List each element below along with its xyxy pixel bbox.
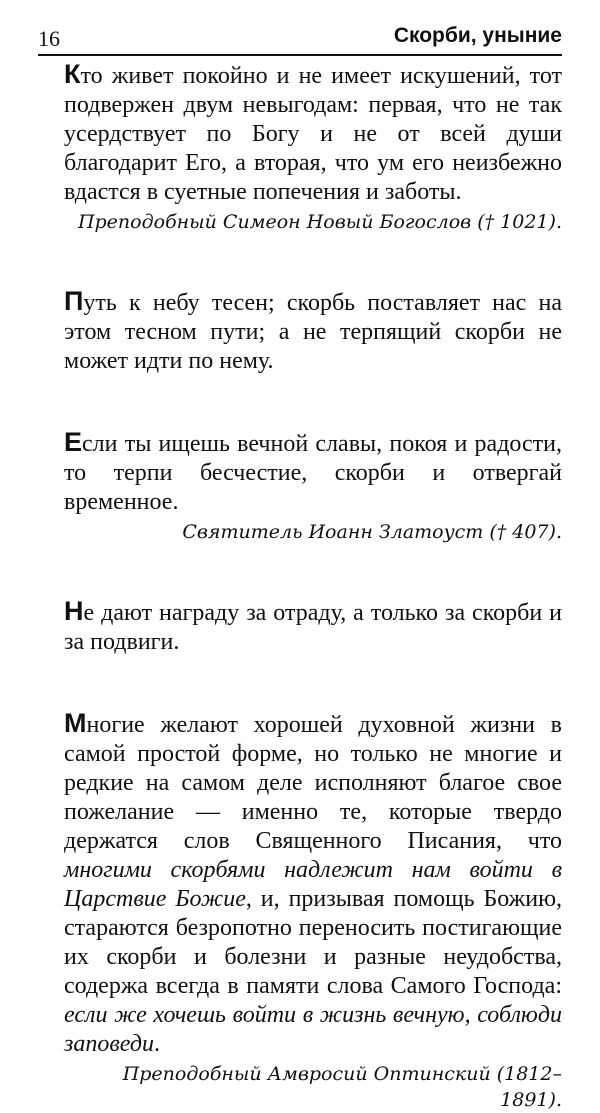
quote-text bbox=[64, 428, 562, 517]
quote-text bbox=[64, 287, 562, 376]
quote-body: ногие желают хорошей духовной жизни в самой простой форме, но только не многие и редкие на самом деле исполняют благое свое пожелание — именно те, которые твердо держатся слов Священного Писания, что bbox=[64, 712, 562, 854]
quote-attribution: Преподобный Симеон Новый Богослов († 1021). bbox=[77, 211, 562, 233]
quote-text bbox=[64, 60, 562, 207]
quote-5 bbox=[64, 709, 562, 1113]
page-number: 16 bbox=[38, 26, 60, 51]
initial-letter: М bbox=[64, 708, 87, 738]
quote-body: е дают награду за отраду, а только за скорби и за подвиги. bbox=[64, 600, 562, 655]
quote-attribution: Святитель Иоанн Златоуст († 407). bbox=[182, 521, 562, 543]
running-title: Скорби, уныние bbox=[393, 24, 562, 47]
quote-body: уть к небу тесен; скорбь поставляет нас на этом тесном пути; а не терпящий скорби не может идти по нему. bbox=[64, 290, 562, 374]
initial-letter: П bbox=[64, 286, 84, 316]
quote-3 bbox=[64, 428, 562, 545]
quote-body: , и, призывая помощь Божию, стараются безропотно переносить постигающие их скорби и болезни и разные неудобства, содержа всегда в памяти слова Самого Господа: bbox=[64, 886, 562, 999]
quote-attribution: Преподобный Амвросий Оптинский (1812–1891). bbox=[122, 1063, 562, 1111]
quote-body: то живет покойно и не имеет искушений, тот подвержен двум невыгодам: первая, что не так усердствует по Богу и не от всей души благодарит Его, а вторая, что ум его неизбежно вдастся в суетные попечения и заботы. bbox=[64, 63, 562, 205]
initial-letter: Е bbox=[64, 427, 83, 457]
initial-letter: Н bbox=[64, 596, 84, 626]
page-header bbox=[38, 20, 562, 56]
quote-2 bbox=[64, 287, 562, 376]
initial-letter: К bbox=[64, 59, 81, 89]
gospel-citation: если же хочешь войти в жизнь вечную, соблюди заповеди bbox=[64, 1002, 562, 1057]
quote-body: сли ты ищешь вечной славы, покоя и радости, то терпи бесчестие, скорби и отвергай временное. bbox=[64, 431, 562, 515]
quote-body: . bbox=[153, 1031, 160, 1057]
quote-text bbox=[64, 597, 562, 657]
scripture-citation: многими скорбями надлежит нам войти в Царствие Божие bbox=[64, 857, 562, 912]
quote-text bbox=[64, 709, 562, 1059]
quote-1 bbox=[64, 60, 562, 235]
quote-4 bbox=[64, 597, 562, 657]
page-body bbox=[64, 60, 562, 1113]
